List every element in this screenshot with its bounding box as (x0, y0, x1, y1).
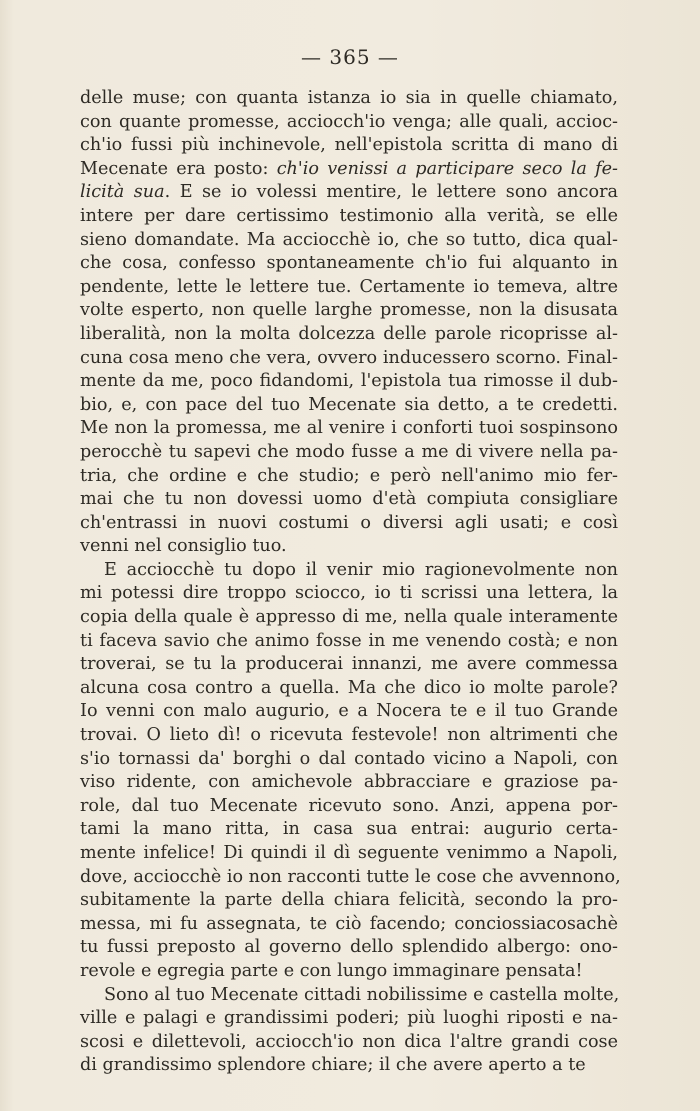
body-text (80, 87, 621, 1078)
text-line: Sono al tuo Mecenate cittadi nobilissime e castella molte, (104, 984, 620, 1005)
text-line: con quante promesse, acciocch'io venga; alle quali, accioc- (80, 111, 618, 132)
text-line: role, dal tuo Mecenate ricevuto sono. Anzi, appena por- (80, 795, 618, 816)
text-line: liberalità, non la molta dolcezza delle parole ricoprisse al- (80, 323, 618, 344)
text-span: Mecenate era posto: (80, 158, 277, 179)
text-line: che cosa, confesso spontaneamente ch'io fui alquanto in (80, 253, 618, 274)
text-line: mente infelice! Di quindi il dì seguente venimmo a Napoli, (80, 843, 618, 863)
text-line: intere per dare certissimo testimonio alla verità, se elle (80, 205, 618, 226)
text-line: ch'entrassi in nuovi costumi o diversi agli usati; e così (80, 512, 618, 533)
text-line: ville e palagi e grandissimi poderi; più luoghi riposti e na- (80, 1008, 618, 1029)
text-line: viso ridente, con amichevole abbracciare e graziose pa- (80, 772, 618, 793)
text-line: messa, mi fu assegnata, te ciò facendo; conciossiacosachè (80, 913, 618, 934)
text-line: dove, acciocchè io non racconti tutte le cose che avvennono, (80, 866, 621, 887)
text-line: di grandissimo splendore chiare; il che avere aperto a te (80, 1055, 586, 1076)
text-line: mente da me, poco fidandomi, l'epistola tua rimosse il dub- (80, 371, 618, 392)
text-span: . E se io volessi mentire, le lettere sono ancora (164, 182, 618, 203)
text-line: scosi e dilettevoli, acciocch'io non dica l'altre grandi cose (80, 1031, 618, 1052)
text-line: Io venni con malo augurio, e a Nocera te e il tuo Grande (80, 701, 618, 722)
text-line: trovai. O lieto dì! o ricevuta festevole! non altrimenti che (80, 725, 618, 746)
text-line (80, 181, 618, 205)
text-line: subitamente la parte della chiara felicità, secondo la pro- (80, 890, 618, 911)
italic-text: licità sua (80, 182, 165, 203)
text-line: troverai, se tu la producerai innanzi, me avere commessa (80, 654, 618, 675)
page-number: — 365 — (301, 45, 399, 69)
text-line: ch'io fussi più inchinevole, nell'epistola scritta di mano di (80, 135, 618, 156)
text-line: mi potessi dire troppo sciocco, io ti scrissi una lettera, la (80, 583, 618, 604)
text-line (80, 158, 618, 182)
text-line: tria, che ordine e che studio; e però nell'animo mio fer- (80, 465, 618, 486)
text-line: mai che tu non dovessi uomo d'età compiuta consigliare (80, 489, 618, 510)
text-line: delle muse; con quanta istanza io sia in quelle chiamato, (80, 88, 618, 108)
text-line: copia della quale è appresso di me, nella quale interamente (80, 607, 618, 628)
text-line: revole e egregia parte e con lungo immaginare pensata! (80, 960, 583, 981)
text-line: venni nel consiglio tuo. (80, 536, 287, 557)
text-line: Me non la promessa, me al venire i conforti tuoi sospinsono (80, 418, 618, 439)
text-line: cuna cosa meno che vera, ovvero inducessero scorno. Final- (80, 347, 618, 368)
text-line: pendente, lette le lettere tue. Certamente io temeva, altre (80, 276, 618, 297)
text-line: volte esperto, non quelle larghe promesse, non la disusata (80, 300, 618, 321)
text-line: s'io tornassi da' borghi o dal contado vicino a Napoli, con (80, 748, 618, 769)
text-line: alcuna cosa contro a quella. Ma che dico io molte parole? (80, 677, 618, 698)
text-line: bio, e, con pace del tuo Mecenate sia detto, a te credetti. (80, 394, 618, 415)
text-line: sieno domandate. Ma acciocchè io, che so tutto, dica qual- (80, 229, 618, 250)
italic-text: ch'io venissi a participare seco la fe- (276, 158, 618, 179)
text-line: tami la mano ritta, in casa sua entrai: augurio certa- (80, 819, 618, 840)
text-line: ti faceva savio che animo fosse in me venendo costà; e non (80, 630, 618, 651)
text-line: perocchè tu sapevi che modo fusse a me di vivere nella pa- (80, 441, 618, 462)
text-line: tu fussi preposto al governo dello splendido albergo: ono- (80, 937, 618, 958)
text-line: E acciocchè tu dopo il venir mio ragionevolmente non (104, 559, 618, 580)
